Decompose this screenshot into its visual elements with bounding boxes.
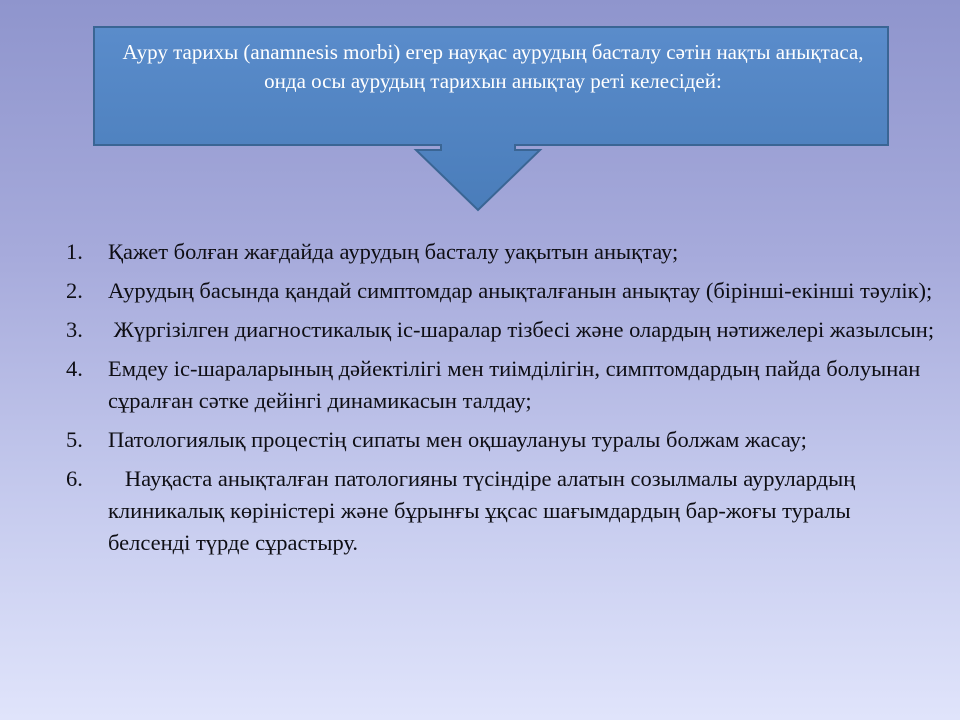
list-item-number: 1. (66, 239, 83, 264)
list-item-number: 2. (66, 278, 83, 303)
list-item-text: Қажет болған жағдайда аурудың басталу уақытын анықтау; (108, 239, 679, 264)
list-item-number: 6. (66, 466, 83, 491)
list-item-text: Жүргізілген диагностикалық іс-шаралар тізбесі және олардың нәтижелері жазылсын; (108, 317, 935, 342)
list-item-text: Емдеу іс-шараларының дәйектілігі мен тиімділігін, симптомдардың пайда болуынан сұралған сәтке дейінгі динамикасын талдау; (108, 356, 921, 413)
list-item (66, 424, 936, 456)
callout-text: Ауру тарихы (anamnesis morbi) егер науқас аурудың басталу сәтін нақты анықтаса, онда осы аурудың тарихын анықтау реті келесідей: (122, 40, 864, 93)
list-item-text: Науқаста анықталған патологияны түсіндіре алатын созылмалы аурулардың клиникалық көріністері және бұрынғы ұқсас шағымдардың бар-жоғы туралы белсенді түрде сұрастыру. (108, 466, 861, 555)
list-item (66, 353, 936, 417)
callout-box (0, 0, 960, 220)
list-item (66, 236, 936, 268)
list-item (66, 463, 936, 559)
steps-list (66, 236, 936, 566)
list-item (66, 314, 936, 346)
list-item-text: Аурудың басында қандай симптомдар анықталғанын анықтау (бірінші-екінші тәулік); (108, 278, 933, 303)
callout-arrow-shape (0, 0, 960, 220)
list-item (66, 275, 936, 307)
list-item-text: Патологиялық процестің сипаты мен оқшаулануы туралы болжам жасау; (108, 427, 807, 452)
list-item-number: 3. (66, 317, 83, 342)
list-item-number: 4. (66, 356, 83, 381)
list-item-number: 5. (66, 427, 83, 452)
